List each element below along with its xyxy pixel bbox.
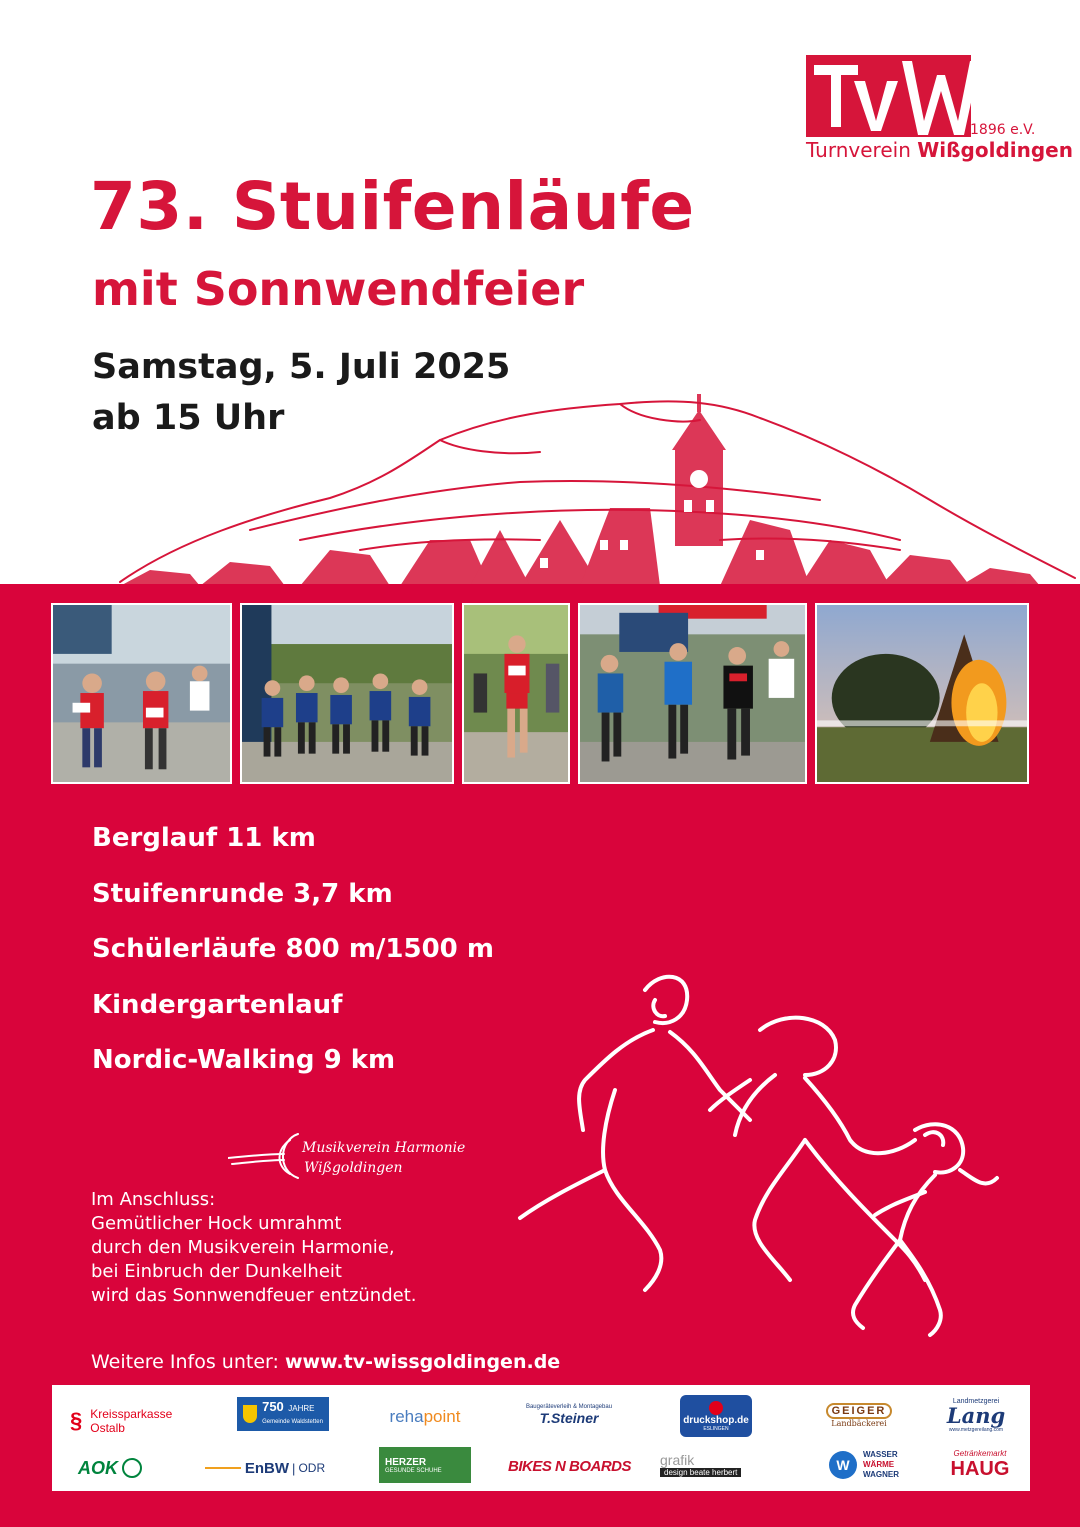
race-list [92,820,494,1098]
sponsor-waldstetten: 750 JAHRE Gemeinde Waldstetten [237,1397,329,1431]
runner-photo [462,603,570,784]
website-link[interactable]: www.tv-wissgoldingen.de [284,1351,561,1373]
event-title: 73. Stuifenläufe [90,168,695,245]
sponsor-druckshop: druckshop.de ESLINGEN [680,1395,752,1437]
finish-runners-photo [578,603,807,784]
enbw-line-icon [205,1467,241,1469]
sponsor-steiner: Baugeräteverleih & Montagebau T.Steiner [525,1404,613,1426]
druckshop-icon [709,1401,723,1415]
sponsor-bikes-n-boards: BIKES N BOARDS [508,1457,632,1475]
sponsor-aok: AOK [70,1453,150,1483]
race-item: Stuifenrunde 3,7 km [92,878,393,909]
sponsor-geiger: GEIGER Landbäckerei [817,1395,901,1435]
music-club-logo-text: Musikverein Harmonie Wißgoldingen [302,1140,466,1176]
sponsor-herzer: HERZER GESUNDE SCHUHE [379,1447,471,1483]
event-date: Samstag, 5. Juli 2025 [92,347,511,387]
logo-year: 1896 e.V. [970,122,1036,138]
children-race-photo [51,603,232,784]
sponsor-lang: Landmetzgerei Lang www.metzgereilang.com [946,1397,1006,1433]
logo-club-name: Turnverein Wißgoldingen [806,138,1073,162]
sponsor-haug: Getränkemarkt HAUG [950,1448,1010,1480]
race-item: Schülerläufe 800 m/1500 m [92,934,494,964]
race-item: Berglauf 11 km [92,823,316,853]
sponsor-wagner: W WASSER WÄRME WAGNER [814,1447,914,1483]
village-mountain-sketch [0,390,1080,586]
children-start-photo [240,603,454,784]
sponsor-kreissparkasse: § Kreissparkasse Ostalb [70,1407,173,1435]
crest-icon [243,1405,257,1423]
sponsor-rehapoint: reha point [389,1407,461,1426]
event-subtitle: mit Sonnwendfeier [92,262,585,316]
sponsor-enbw: EnBW | ODR [200,1455,330,1481]
sponsor-grafik-design: grafik design beate herbert [660,1447,766,1481]
event-time: ab 15 Uhr [92,398,285,438]
bonfire-photo [815,603,1029,784]
aok-tree-icon [122,1458,142,1478]
more-info-line: Weitere Infos unter: www.tv-wissgoldingen.de [91,1351,561,1373]
race-item: Nordic-Walking 9 km [92,1045,396,1075]
sparkasse-icon: § [70,1408,83,1433]
closing-text: Im Anschluss: Gemütlicher Hock umrahmt durch den Musikverein Harmonie, bei Einbruch der Dunkelheit wird das Sonnwendfeuer entzündet. [91,1189,417,1306]
sponsor-bar [52,1385,1030,1491]
runners-line-drawing [505,960,1015,1340]
wagner-w-icon: W [829,1451,857,1479]
race-item: Kindergartenlauf [92,989,343,1020]
